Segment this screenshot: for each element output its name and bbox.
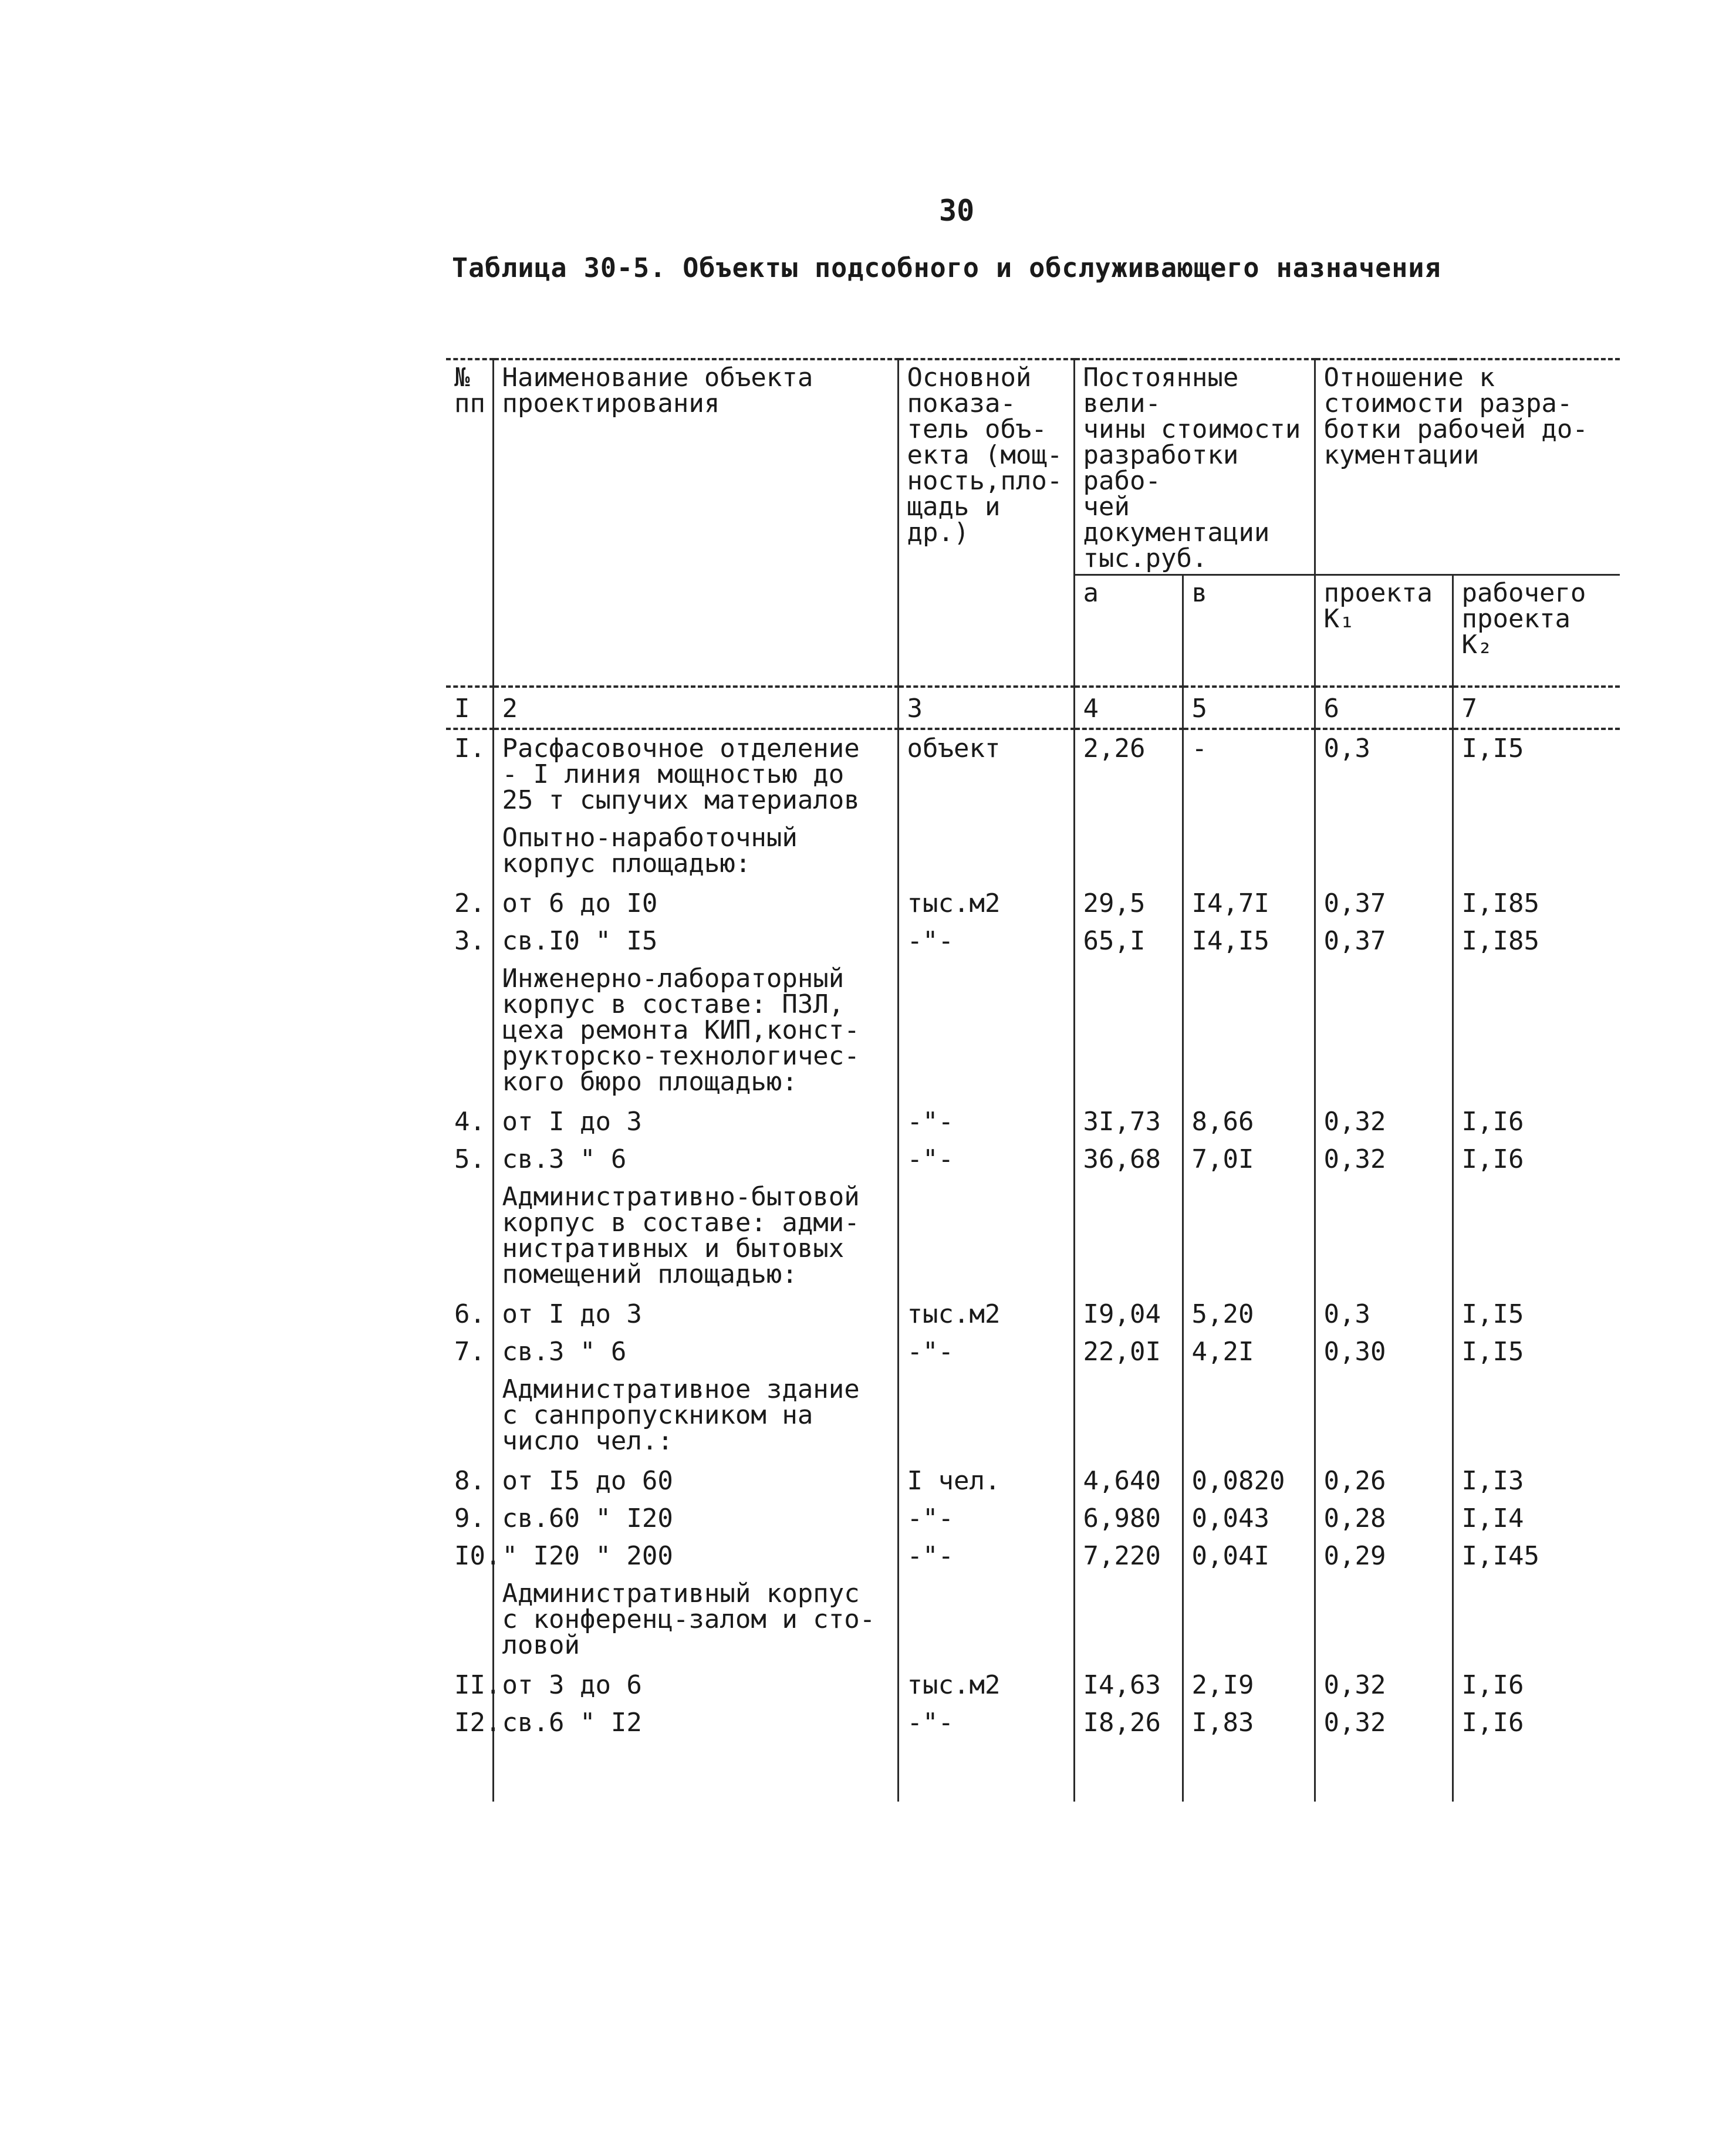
ratio-k1: 0,32 xyxy=(1315,1667,1453,1704)
empty-cell xyxy=(1074,819,1183,885)
empty-cell xyxy=(1183,960,1315,1103)
ratio-k1: 0,26 xyxy=(1315,1462,1453,1500)
value-b: 8,66 xyxy=(1183,1103,1315,1141)
value-a: 2,26 xyxy=(1074,729,1183,819)
ratio-k1: 0,30 xyxy=(1315,1333,1453,1371)
column-number: I xyxy=(446,687,493,729)
value-b: I4,I5 xyxy=(1183,922,1315,960)
value-b: I4,7I xyxy=(1183,885,1315,922)
empty-cell xyxy=(898,1371,1074,1462)
ratio-k1: 0,37 xyxy=(1315,885,1453,922)
ratio-k2: I,I5 xyxy=(1453,1333,1620,1371)
table-section-row xyxy=(446,1371,1620,1462)
value-a: 4,640 xyxy=(1074,1462,1183,1500)
object-name: Расфасовочное отделение - I линия мощностью до 25 т сыпучих материалов xyxy=(493,729,898,819)
table-row xyxy=(446,1667,1620,1704)
header-constant-values: Постоянные вели- чины стоимости разработки рабо- чей документации тыс.руб. xyxy=(1074,359,1315,575)
table-row xyxy=(446,922,1620,960)
ratio-k1: 0,32 xyxy=(1315,1141,1453,1178)
base-indicator: -"- xyxy=(898,1333,1074,1371)
empty-cell xyxy=(898,819,1074,885)
value-a: 65,I xyxy=(1074,922,1183,960)
row-number-empty xyxy=(446,960,493,1103)
value-b: 0,04I xyxy=(1183,1537,1315,1575)
row-number-empty xyxy=(446,819,493,885)
section-title: Инженерно-лабораторный корпус в составе: ПЗЛ, цеха ремонта КИП,конст- рукторско-технологичес- кого бюро площадью: xyxy=(493,960,898,1103)
value-a: 7,220 xyxy=(1074,1537,1183,1575)
section-title: Административно-бытовой корпус в составе: адми- нистративных и бытовых помещений площадью: xyxy=(493,1178,898,1296)
table-row xyxy=(446,1500,1620,1537)
row-number: 8. xyxy=(454,1465,485,1496)
value-a: 29,5 xyxy=(1074,885,1183,922)
row-number: 6. xyxy=(454,1299,485,1329)
row-number-empty xyxy=(446,1178,493,1296)
table-section-row xyxy=(446,819,1620,885)
ratio-k2: I,I3 xyxy=(1453,1462,1620,1500)
base-indicator: тыс.м2 xyxy=(898,885,1074,922)
row-number: I2. xyxy=(454,1707,501,1738)
empty-cell xyxy=(1074,960,1183,1103)
base-indicator: I чел. xyxy=(898,1462,1074,1500)
table-header xyxy=(446,359,1620,687)
empty-cell xyxy=(1074,1575,1183,1667)
empty-cell xyxy=(1315,960,1453,1103)
table-row xyxy=(446,1296,1620,1333)
table-row xyxy=(446,1704,1620,1742)
header-name: Наименование объекта проектирования xyxy=(493,359,898,687)
value-b: 7,0I xyxy=(1183,1141,1315,1178)
table-row xyxy=(446,1103,1620,1141)
empty-cell xyxy=(1074,1178,1183,1296)
ratio-k1: 0,28 xyxy=(1315,1500,1453,1537)
row-number: 3. xyxy=(454,925,485,956)
base-indicator: -"- xyxy=(898,1103,1074,1141)
row-number: 5. xyxy=(454,1144,485,1174)
table-row xyxy=(446,885,1620,922)
row-number: I. xyxy=(454,733,485,763)
empty-cell xyxy=(898,1742,1074,1802)
row-number: 9. xyxy=(454,1503,485,1533)
base-indicator: -"- xyxy=(898,1141,1074,1178)
row-number: 7. xyxy=(454,1336,485,1367)
empty-cell xyxy=(1315,1742,1453,1802)
empty-cell xyxy=(1315,1575,1453,1667)
base-indicator: -"- xyxy=(898,922,1074,960)
value-b: 5,20 xyxy=(1183,1296,1315,1333)
column-number: 2 xyxy=(493,687,898,729)
value-a: I8,26 xyxy=(1074,1704,1183,1742)
page-number: 30 xyxy=(939,194,975,228)
ratio-k2: I,I6 xyxy=(1453,1704,1620,1742)
empty-cell xyxy=(898,1575,1074,1667)
base-indicator: объект xyxy=(898,729,1074,819)
value-a: I9,04 xyxy=(1074,1296,1183,1333)
object-name: от I5 до 60 xyxy=(493,1462,898,1500)
header-indicator: Основной показа- тель объ- екта (мощ- ность,пло- щадь и др.) xyxy=(898,359,1074,687)
empty-cell xyxy=(1315,1371,1453,1462)
row-number: 4. xyxy=(454,1106,485,1137)
table-caption: Таблица 30-5. Объекты подсобного и обслуживающего назначения xyxy=(452,252,1441,283)
empty-cell xyxy=(1315,1178,1453,1296)
header-col-a: а xyxy=(1074,575,1183,687)
base-indicator: -"- xyxy=(898,1537,1074,1575)
empty-cell xyxy=(1183,1178,1315,1296)
empty-cell xyxy=(1183,1575,1315,1667)
objects-table xyxy=(446,358,1620,1802)
table-row xyxy=(446,1537,1620,1575)
ratio-k2: I,I5 xyxy=(1453,1296,1620,1333)
table-row xyxy=(446,729,1620,819)
header-col-k1: проекта К₁ xyxy=(1315,575,1453,687)
column-number: 7 xyxy=(1453,687,1620,729)
object-name: св.I0 " I5 xyxy=(493,922,898,960)
empty-cell xyxy=(1183,1742,1315,1802)
row-number: II. xyxy=(454,1670,501,1700)
header-col-b: в xyxy=(1183,575,1315,687)
empty-cell xyxy=(1453,1371,1620,1462)
base-indicator: -"- xyxy=(898,1704,1074,1742)
ratio-k1: 0,3 xyxy=(1315,729,1453,819)
row-number-empty xyxy=(446,1575,493,1667)
empty-cell xyxy=(1183,819,1315,885)
column-number: 6 xyxy=(1315,687,1453,729)
ratio-k2: I,I6 xyxy=(1453,1141,1620,1178)
ratio-k2: I,I6 xyxy=(1453,1103,1620,1141)
section-title: Административное здание с санпропускником на число чел.: xyxy=(493,1371,898,1462)
value-a: 6,980 xyxy=(1074,1500,1183,1537)
empty-cell xyxy=(1183,1371,1315,1462)
value-b: 0,043 xyxy=(1183,1500,1315,1537)
column-number: 4 xyxy=(1074,687,1183,729)
object-name: св.3 " 6 xyxy=(493,1333,898,1371)
ratio-k2: I,I6 xyxy=(1453,1667,1620,1704)
empty-cell xyxy=(493,1742,898,1802)
column-number-row xyxy=(446,687,1620,729)
table-row xyxy=(446,1141,1620,1178)
object-name: св.3 " 6 xyxy=(493,1141,898,1178)
value-a: 36,68 xyxy=(1074,1141,1183,1178)
object-name: св.6 " I2 xyxy=(493,1704,898,1742)
ratio-k2: I,I4 xyxy=(1453,1500,1620,1537)
base-indicator: тыс.м2 xyxy=(898,1296,1074,1333)
value-a: 3I,73 xyxy=(1074,1103,1183,1141)
base-indicator: тыс.м2 xyxy=(898,1667,1074,1704)
ratio-k1: 0,32 xyxy=(1315,1103,1453,1141)
object-name: от I до 3 xyxy=(493,1103,898,1141)
table-section-row xyxy=(446,960,1620,1103)
object-name: св.60 " I20 xyxy=(493,1500,898,1537)
table-row xyxy=(446,1333,1620,1371)
empty-cell xyxy=(1074,1742,1183,1802)
row-number-empty xyxy=(446,1371,493,1462)
header-cost-ratio: Отношение к стоимости разра- ботки рабочей до- кументации xyxy=(1315,359,1620,575)
base-indicator: -"- xyxy=(898,1500,1074,1537)
section-title: Административный корпус с конференц-залом и сто- ловой xyxy=(493,1575,898,1667)
ratio-k2: I,I45 xyxy=(1453,1537,1620,1575)
value-a: 22,0I xyxy=(1074,1333,1183,1371)
row-number: I0. xyxy=(454,1540,501,1571)
object-name: от 6 до I0 xyxy=(493,885,898,922)
table-row xyxy=(446,1462,1620,1500)
header-num: № пп xyxy=(446,359,493,687)
empty-cell xyxy=(1074,1371,1183,1462)
table-section-row xyxy=(446,1178,1620,1296)
ratio-k2: I,I85 xyxy=(1453,922,1620,960)
object-name: от 3 до 6 xyxy=(493,1667,898,1704)
column-number: 5 xyxy=(1183,687,1315,729)
table-section-row xyxy=(446,1575,1620,1667)
empty-cell xyxy=(898,960,1074,1103)
column-number: 3 xyxy=(898,687,1074,729)
ratio-k2: I,I85 xyxy=(1453,885,1620,922)
empty-cell xyxy=(1453,960,1620,1103)
value-a: I4,63 xyxy=(1074,1667,1183,1704)
value-b: 4,2I xyxy=(1183,1333,1315,1371)
table-tail-row xyxy=(446,1742,1620,1802)
empty-cell xyxy=(1453,819,1620,885)
ratio-k1: 0,32 xyxy=(1315,1704,1453,1742)
value-b: 0,0820 xyxy=(1183,1462,1315,1500)
ratio-k2: I,I5 xyxy=(1453,729,1620,819)
value-b: I,83 xyxy=(1183,1704,1315,1742)
empty-cell xyxy=(1453,1178,1620,1296)
object-name: " I20 " 200 xyxy=(493,1537,898,1575)
header-col-k2: рабочего проекта К₂ xyxy=(1453,575,1620,687)
empty-cell xyxy=(446,1742,493,1802)
table-body xyxy=(446,687,1620,1802)
empty-cell xyxy=(1453,1575,1620,1667)
object-name: от I до 3 xyxy=(493,1296,898,1333)
section-title: Опытно-наработочный корпус площадью: xyxy=(493,819,898,885)
value-b: 2,I9 xyxy=(1183,1667,1315,1704)
empty-cell xyxy=(1315,819,1453,885)
empty-cell xyxy=(898,1178,1074,1296)
empty-cell xyxy=(1453,1742,1620,1802)
ratio-k1: 0,37 xyxy=(1315,922,1453,960)
value-b: - xyxy=(1183,729,1315,819)
row-number: 2. xyxy=(454,888,485,918)
ratio-k1: 0,3 xyxy=(1315,1296,1453,1333)
ratio-k1: 0,29 xyxy=(1315,1537,1453,1575)
